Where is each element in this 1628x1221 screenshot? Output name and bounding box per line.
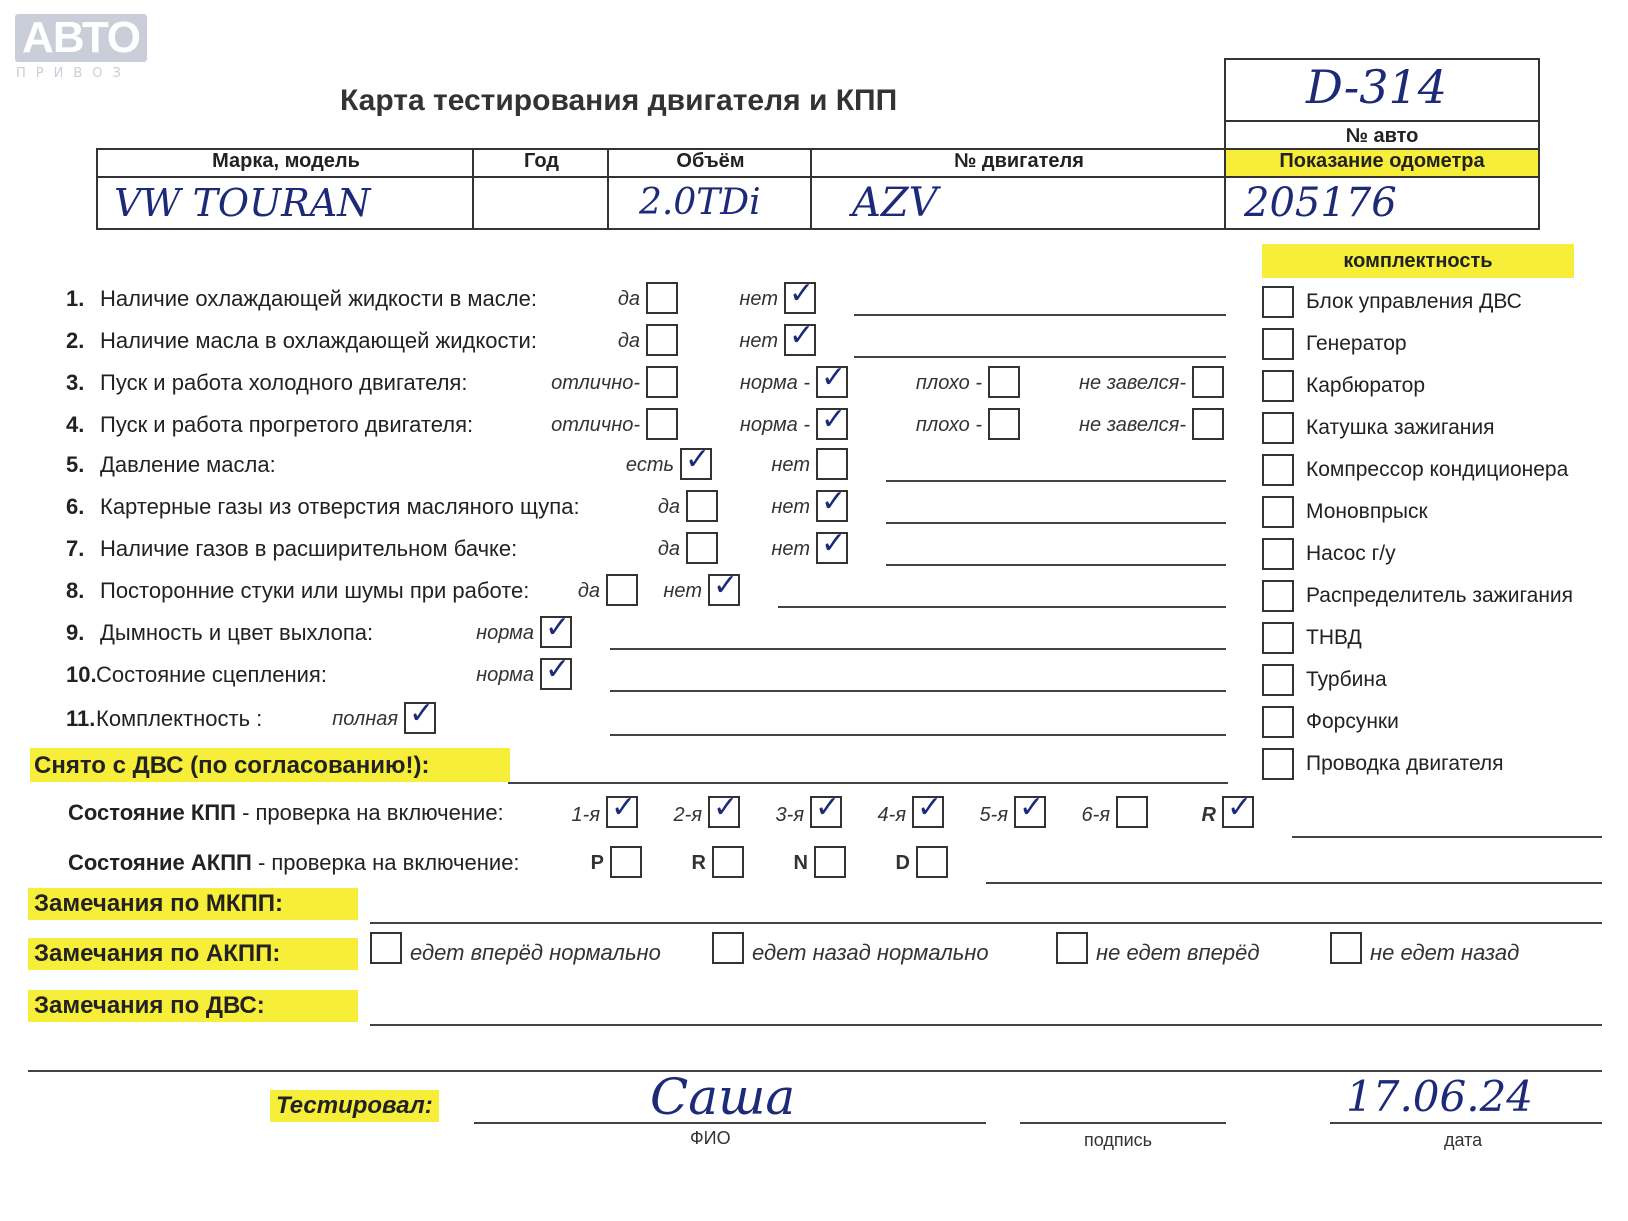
option-label: плохо -	[915, 414, 982, 436]
value-engine-no: AZV	[852, 180, 938, 226]
check-mark-icon: ✓	[1019, 790, 1045, 825]
question-text: Наличие охлаждающей жидкости в масле:	[100, 286, 537, 311]
remark-option: не едет вперёд	[1096, 940, 1260, 965]
gear-label: 4-я	[877, 804, 906, 826]
logo: АВТО	[15, 14, 147, 62]
answer-line	[610, 734, 1226, 736]
option-label: плохо -	[915, 372, 982, 394]
answer-line	[778, 606, 1226, 608]
checkbox[interactable]	[814, 846, 846, 878]
option-label: да	[617, 330, 640, 352]
option-label: да	[657, 538, 680, 560]
answer-line	[886, 522, 1226, 524]
option-label: норма	[476, 664, 534, 686]
option-label: нет	[739, 330, 778, 352]
checkbox[interactable]	[540, 610, 572, 648]
answer-line	[886, 480, 1226, 482]
vehicle-table	[96, 148, 1536, 230]
akpp-label-rest: - проверка на включение:	[251, 850, 520, 875]
option-label: нет	[663, 580, 702, 602]
question-text: Картерные газы из отверстия масляного щупа:	[100, 494, 580, 519]
option-label: нет	[739, 288, 778, 310]
checkbox[interactable]	[1262, 496, 1294, 528]
checkbox[interactable]	[988, 408, 1020, 440]
check-mark-icon: ✓	[685, 442, 711, 477]
completeness-item: Катушка зажигания	[1306, 416, 1495, 439]
option-label: не завелся-	[1079, 372, 1186, 394]
answer-line	[854, 356, 1226, 358]
completeness-item: Моновпрыск	[1306, 500, 1428, 523]
gear-label: 1-я	[571, 804, 600, 826]
test-date: 17.06.24	[1346, 1072, 1534, 1121]
option-label: отлично-	[551, 414, 640, 436]
question-text: Пуск и работа прогретого двигателя:	[100, 412, 474, 437]
question-number: 8.	[66, 578, 85, 603]
question-text: Давление масла:	[100, 452, 276, 477]
checkbox[interactable]	[1262, 328, 1294, 360]
value-cell	[607, 176, 814, 230]
fio-line	[474, 1122, 986, 1124]
header-cell	[1224, 148, 1540, 178]
gear-label: 6-я	[1081, 804, 1110, 826]
check-mark-icon: ✓	[545, 652, 571, 687]
checkbox[interactable]	[816, 448, 848, 480]
question-number: 7.	[66, 536, 85, 561]
header-year: Год	[524, 150, 559, 172]
signature-label: подпись	[1084, 1130, 1153, 1150]
check-mark-icon: ✓	[821, 526, 847, 561]
question-number: 2.	[66, 328, 85, 353]
car-id-label: № авто	[1345, 125, 1419, 147]
tester-name: Саша	[650, 1068, 796, 1126]
check-mark-icon: ✓	[789, 276, 815, 311]
akpp-label-bold: Состояние АКПП	[68, 850, 252, 875]
option-label: да	[577, 580, 600, 602]
option-label: норма -	[739, 372, 810, 394]
checkbox[interactable]	[1262, 706, 1294, 738]
checkbox[interactable]	[1262, 748, 1294, 780]
akpp-line	[986, 882, 1602, 884]
question-text: Наличие газов в расширительном бачке:	[100, 536, 518, 561]
remarks-dvs-label: Замечания по ДВС:	[28, 990, 358, 1022]
question-number: 11.	[66, 706, 96, 731]
answer-line	[610, 648, 1226, 650]
remark-option: не едет назад	[1370, 940, 1520, 965]
mode-label: R	[691, 852, 706, 874]
checkbox[interactable]	[810, 790, 842, 828]
page-title: Карта тестирования двигателя и КПП	[340, 84, 898, 117]
checkbox[interactable]	[1262, 370, 1294, 402]
checkbox[interactable]	[646, 366, 678, 398]
checkbox[interactable]	[1056, 932, 1088, 964]
gear-label: R	[1201, 804, 1216, 826]
value-cell	[1224, 176, 1540, 230]
checkbox[interactable]	[988, 366, 1020, 398]
checkbox[interactable]	[606, 790, 638, 828]
completeness-item: Форсунки	[1306, 710, 1399, 733]
checkbox[interactable]	[1192, 366, 1224, 398]
check-mark-icon: ✓	[789, 318, 815, 353]
checkbox[interactable]	[1330, 932, 1362, 964]
question-number: 9.	[66, 620, 85, 645]
header-brand: Марка, модель	[212, 150, 360, 172]
completeness-item: ТНВД	[1306, 626, 1362, 649]
completeness-title: комплектность	[1262, 244, 1574, 278]
checkbox[interactable]	[708, 790, 740, 828]
value-cell	[472, 176, 611, 230]
checkbox[interactable]	[816, 360, 848, 398]
option-label: полная	[332, 708, 398, 730]
question-text: Дымность и цвет выхлопа:	[100, 620, 374, 645]
gear-label: 5-я	[979, 804, 1008, 826]
answer-line	[610, 690, 1226, 692]
completeness-item: Турбина	[1306, 668, 1387, 691]
option-label: нет	[771, 454, 810, 476]
header-cell	[607, 148, 814, 178]
completeness-item: Проводка двигателя	[1306, 752, 1504, 775]
tested-label: Тестировал:	[270, 1090, 439, 1122]
remarks-mkpp-line	[370, 922, 1602, 924]
header-volume: Объём	[676, 150, 745, 172]
checkbox[interactable]	[784, 318, 816, 356]
gear-label: 2-я	[673, 804, 702, 826]
question-number: 3.	[66, 370, 85, 395]
check-mark-icon: ✓	[815, 790, 841, 825]
kpp-line	[1292, 836, 1602, 838]
value-cell	[810, 176, 1228, 230]
checkbox[interactable]	[916, 846, 948, 878]
question-text: Наличие масла в охлаждающей жидкости:	[100, 328, 537, 353]
kpp-label-bold: Состояние КПП	[68, 800, 236, 825]
checkbox[interactable]	[540, 652, 572, 690]
question-text: Пуск и работа холодного двигателя:	[100, 370, 468, 395]
akpp-label	[68, 850, 520, 876]
date-label: дата	[1444, 1130, 1483, 1150]
question-text: Состояние сцепления:	[96, 662, 327, 687]
check-mark-icon: ✓	[1227, 790, 1253, 825]
kpp-label	[68, 800, 504, 826]
checkbox[interactable]	[646, 408, 678, 440]
check-mark-icon: ✓	[821, 402, 847, 437]
remark-option: едет вперёд нормально	[410, 940, 661, 965]
question-number: 1.	[66, 286, 85, 311]
checkbox[interactable]	[370, 932, 402, 964]
option-label: да	[657, 496, 680, 518]
checkbox[interactable]	[1262, 538, 1294, 570]
check-mark-icon: ✓	[545, 610, 571, 645]
completeness-item: Компрессор кондиционера	[1306, 458, 1569, 481]
header-engine-no: № двигателя	[954, 150, 1084, 172]
option-label: есть	[625, 454, 674, 476]
signature-line	[1020, 1122, 1226, 1124]
checkbox[interactable]	[1262, 580, 1294, 612]
option-label: норма -	[739, 414, 810, 436]
option-label: да	[617, 288, 640, 310]
question-number: 6.	[66, 494, 85, 519]
value-cell	[96, 176, 476, 230]
value-volume: 2.0TDi	[639, 182, 761, 223]
checkbox[interactable]	[1014, 790, 1046, 828]
header-cell	[472, 148, 611, 178]
checkbox[interactable]	[1262, 664, 1294, 696]
header-cell	[810, 148, 1228, 178]
option-label: отлично-	[551, 372, 640, 394]
fio-label: ФИО	[690, 1128, 731, 1148]
checkbox[interactable]	[784, 276, 816, 314]
remark-option: едет назад нормально	[752, 940, 989, 965]
answer-line	[886, 564, 1226, 566]
checkbox[interactable]	[1262, 454, 1294, 486]
option-label: норма	[476, 622, 534, 644]
mode-label: P	[590, 852, 604, 874]
checkbox[interactable]	[1262, 622, 1294, 654]
value-odometer: 205176	[1244, 180, 1397, 226]
checkbox[interactable]	[610, 846, 642, 878]
remarks-dvs-line	[370, 1024, 1602, 1026]
check-mark-icon: ✓	[917, 790, 943, 825]
question-text: Посторонние стуки или шумы при работе:	[100, 578, 530, 603]
remarks-mkpp-label: Замечания по МКПП:	[28, 888, 358, 920]
car-id-box	[1224, 58, 1540, 122]
question-text: Комплектность :	[96, 706, 263, 731]
completeness-item: Насос г/у	[1306, 542, 1396, 565]
completeness-item: Блок управления ДВС	[1306, 290, 1522, 313]
header-odometer: Показание одометра	[1279, 150, 1485, 172]
checkbox[interactable]	[708, 568, 740, 606]
completeness-item: Генератор	[1306, 332, 1407, 355]
checkbox[interactable]	[816, 402, 848, 440]
checkbox[interactable]	[1222, 790, 1254, 828]
checkbox[interactable]	[404, 696, 436, 734]
checkbox[interactable]	[912, 790, 944, 828]
checkbox[interactable]	[816, 526, 848, 564]
removed-label: Снято с ДВС (по согласованию!):	[34, 752, 430, 779]
check-mark-icon: ✓	[409, 696, 435, 731]
check-mark-icon: ✓	[713, 568, 739, 603]
removed-line	[508, 782, 1228, 784]
option-label: нет	[771, 538, 810, 560]
option-label: нет	[771, 496, 810, 518]
checkbox[interactable]	[1116, 796, 1148, 828]
date-line	[1330, 1122, 1602, 1124]
checkbox[interactable]	[816, 484, 848, 522]
option-label: не завелся-	[1079, 414, 1186, 436]
remarks-akpp-label: Замечания по АКПП:	[28, 938, 358, 970]
checkbox[interactable]	[1262, 412, 1294, 444]
answer-line	[854, 314, 1226, 316]
question-number: 5.	[66, 452, 85, 477]
check-mark-icon: ✓	[611, 790, 637, 825]
header-cell	[96, 148, 476, 178]
checkbox[interactable]	[1262, 286, 1294, 318]
checkbox[interactable]	[1192, 408, 1224, 440]
value-brand: VW TOURAN	[114, 181, 371, 225]
kpp-label-rest: - проверка на включение:	[235, 800, 504, 825]
mode-label: D	[895, 852, 910, 874]
check-mark-icon: ✓	[821, 360, 847, 395]
gear-label: 3-я	[775, 804, 804, 826]
question-number: 4.	[66, 412, 85, 437]
logo-subtitle: ПРИВОЗ	[16, 66, 131, 81]
check-mark-icon: ✓	[821, 484, 847, 519]
completeness-item: Распределитель зажигания	[1306, 584, 1574, 607]
completeness-item: Карбюратор	[1306, 374, 1426, 397]
car-id-value: D-314	[1306, 60, 1448, 114]
checkbox[interactable]	[712, 932, 744, 964]
checkbox[interactable]	[712, 846, 744, 878]
question-number: 10.	[66, 662, 97, 687]
mode-label: N	[793, 852, 808, 874]
check-mark-icon: ✓	[713, 790, 739, 825]
